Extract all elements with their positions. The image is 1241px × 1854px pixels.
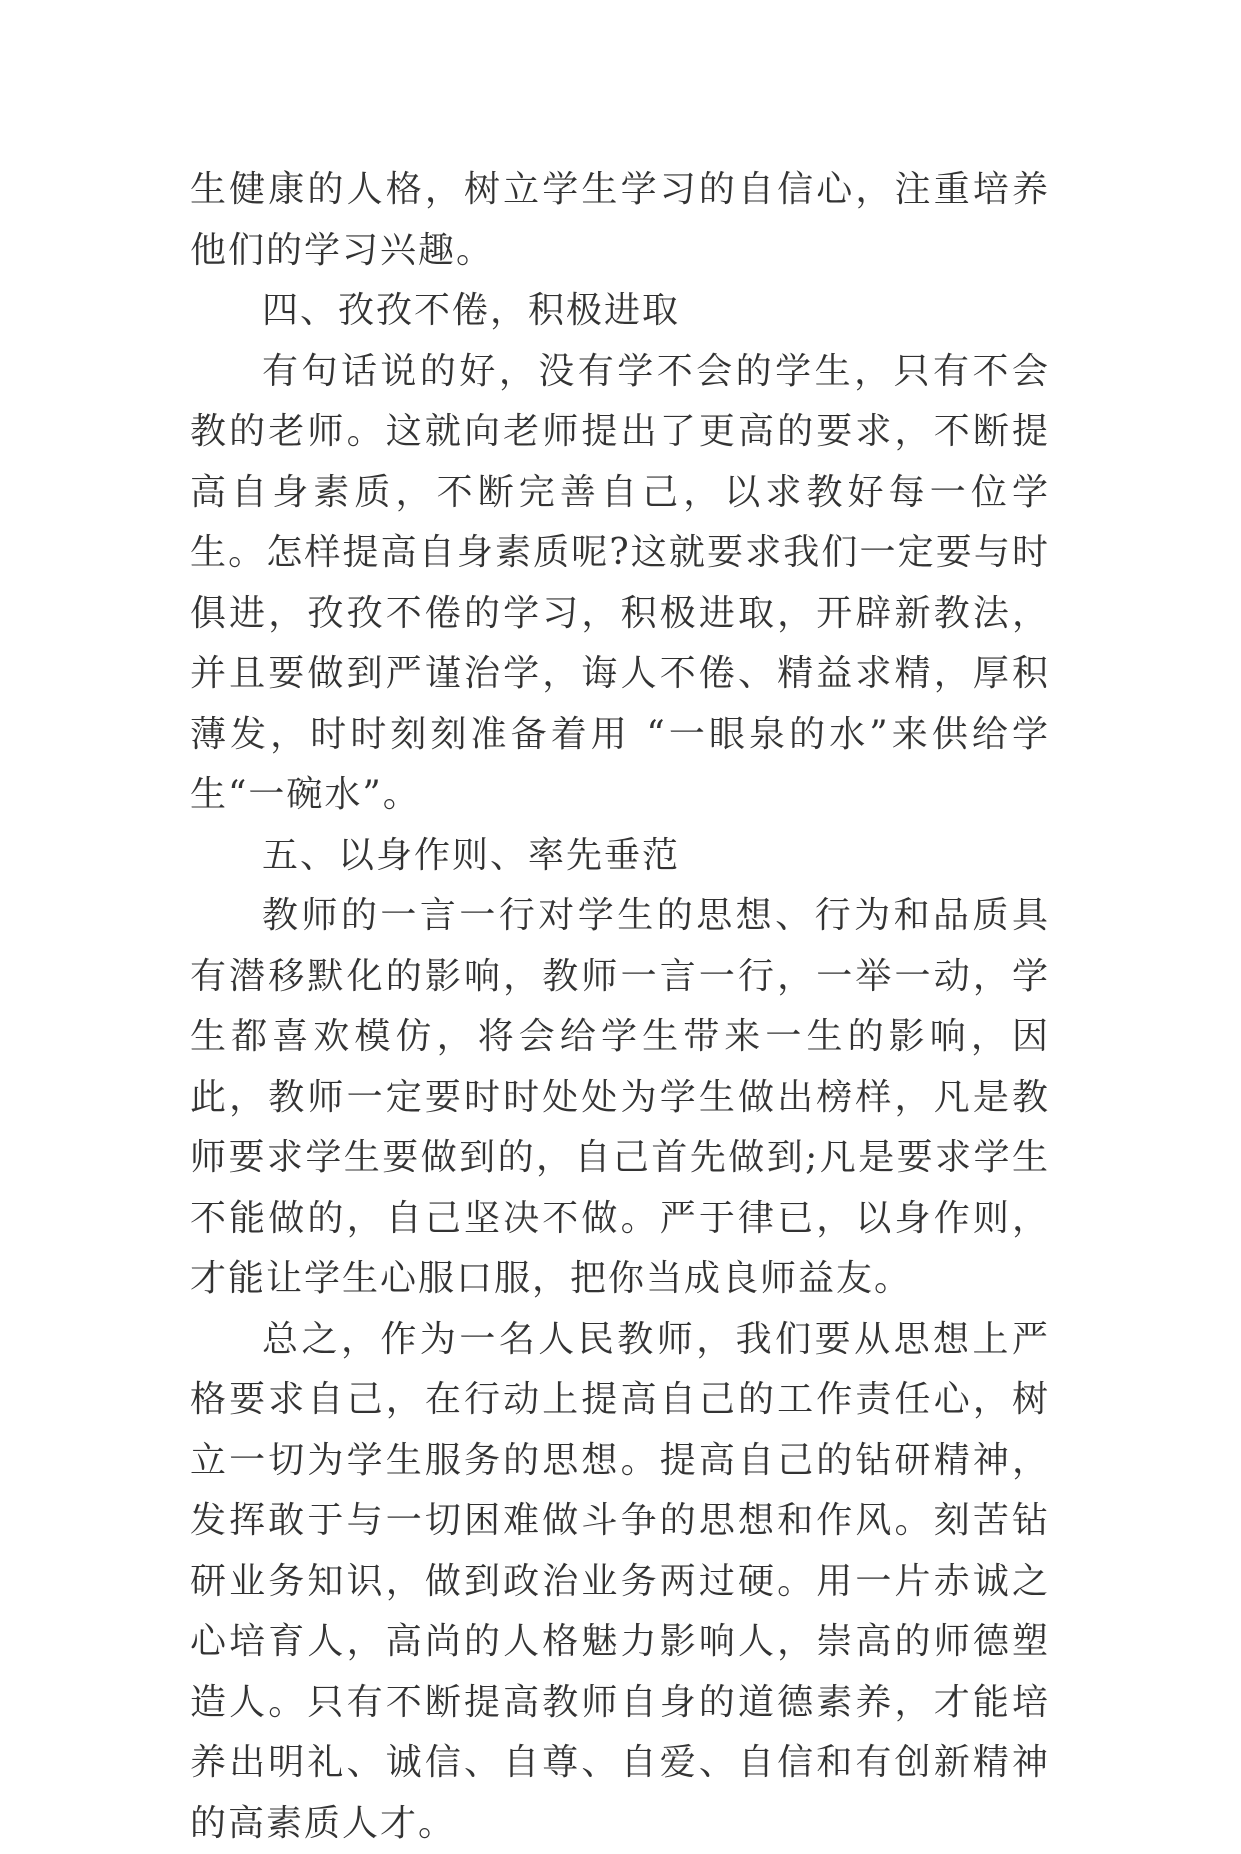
section-heading-5: 五、以身作则、率先垂范 (190, 826, 1050, 887)
paragraph-conclusion: 总之，作为一名人民教师，我们要从思想上严格要求自己，在行动上提高自己的工作责任心，树立一切为学生服务的思想。提高自己的钻研精神，发挥敢于与一切困难做斗争的思想和作风。刻苦钻研业务知识，做到政治业务两过硬。用一片赤诚之心培育人，高尚的人格魅力影响人，崇高的师德塑造人。只有不断提高教师自身的道德素养，才能培养出明礼、诚信、自尊、自爱、自信和有创新精神的高素质人才。 (190, 1310, 1050, 1854)
paragraph-section-5: 教师的一言一行对学生的思想、行为和品质具有潜移默化的影响，教师一言一行，一举一动，学生都喜欢模仿，将会给学生带来一生的影响，因此，教师一定要时时处处为学生做出榜样，凡是教师要求学生要做到的，自己首先做到;凡是要求学生不能做的，自己坚决不做。严于律已，以身作则，才能让学生心服口服，把你当成良师益友。 (190, 886, 1050, 1310)
document-body (190, 160, 1050, 1854)
paragraph-continuation: 生健康的人格，树立学生学习的自信心，注重培养他们的学习兴趣。 (190, 160, 1050, 281)
paragraph-section-4: 有句话说的好，没有学不会的学生，只有不会教的老师。这就向老师提出了更高的要求，不断提高自身素质，不断完善自己，以求教好每一位学生。怎样提高自身素质呢?这就要求我们一定要与时俱进，孜孜不倦的学习，积极进取，开辟新教法，并且要做到严谨治学，诲人不倦、精益求精，厚积薄发，时时刻刻准备着用 “一眼泉的水”来供给学生“一碗水”。 (190, 342, 1050, 826)
section-heading-4: 四、孜孜不倦，积极进取 (190, 281, 1050, 342)
